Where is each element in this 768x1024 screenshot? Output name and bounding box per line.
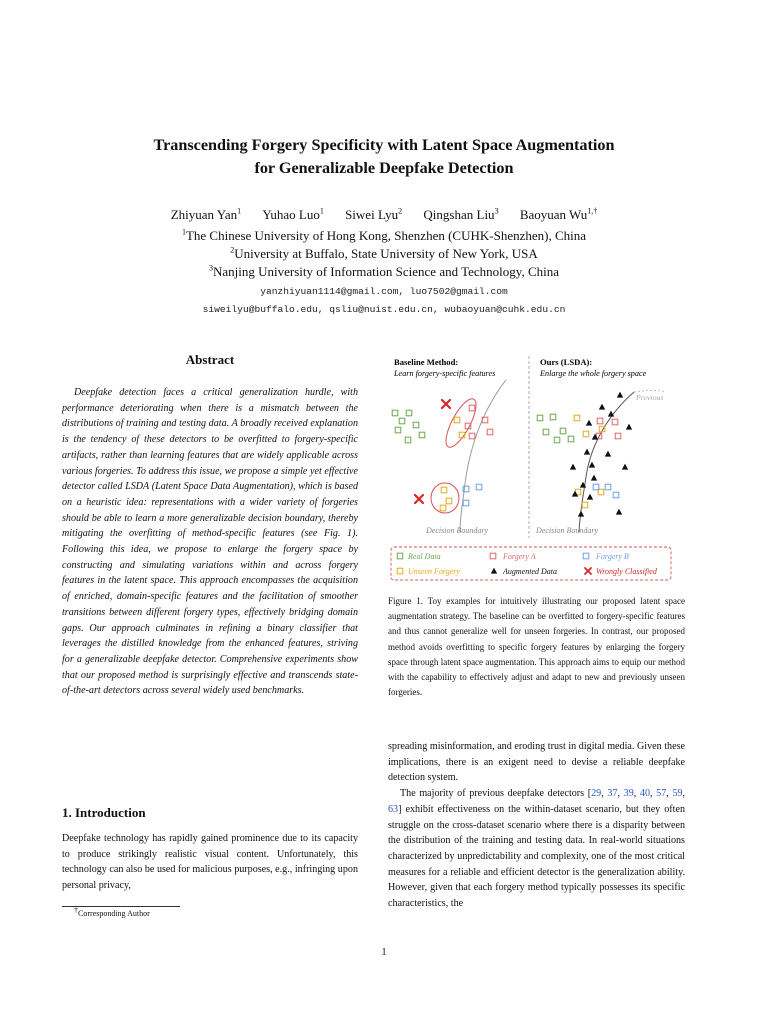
affiliation: $^3$Nanjing University of Information Science and Technology, China [208, 263, 560, 279]
title-line-1: Transcending Forgery Specificity with Latent Space Augmentation [153, 136, 615, 154]
citation-link[interactable]: 59 [672, 788, 683, 800]
email-line: yanzhiyuan1114@gmail.com, luo7502@gmail.com [260, 286, 508, 297]
previous-boundary [634, 391, 666, 393]
caption-text: Toy examples for intuitively illustrating our proposed latent space augmentation strategy. The baseline can be overfitted to forgery-specific features and thus cannot generalize well for unseen forgeries. In contrast, our proposed method avoids overfitting to specific forgery features by enlarging the forgery space through latent space augmentation. This approach aims to equip our method with the capability to effectively adjust and adapt to new and previously unseen forgeries. [388, 596, 686, 698]
author-list [0, 206, 768, 224]
abstract-body: Deepfake detection faces a critical generalization hurdle, with performance deteriorating when there is a mismatch between the distributions of training and testing data. A broadly received explanation is the tendency of these detectors to be overfitted to forgery-specific artifacts, rather than learning features that are widely applicable across various forgeries. To address this issue, we propose a simple yet effective detector called LSDA (Latent Space Data Augmentation), which is based on a heuristic idea: representations with a wider variety of forgeries should be able to learn a more generalizable decision boundary, thereby mitigating the overfitting of method-specific features (see Fig. 1). Following this idea, we propose to enlarge the forgery space by constructing and simulating variations within and across forgery features in the latent space. This approach encompasses the acquisition of enriched, domain-specific features and the facilitation of smoother transitions between different forgery types, effectively bridging domain gaps. Our approach culminates in refining a binary classifier that leverages the distilled knowledge from the enhanced features, striving for a generalizable deepfake detector. Comprehensive experiments show that our proposed method is surprisingly effective and transcends state-of-the-art detectors across several widely used benchmarks. [62, 387, 358, 697]
wrongly-classified-marker [442, 400, 450, 408]
citation-link[interactable]: 57 [656, 788, 667, 800]
wrongly-classified-marker [415, 495, 423, 503]
paragraph: The majority of previous deepfake detectors [29, 37, 39, 40, 57, 59, 63] exhibit effectiveness on the within-dataset scenario, but they often struggle on the cross-dataset scenario where there is a disparity between the distribution of the training and testing data. In real-world situations characterized by unpredictability and complexity, one of the most critical measures for a reliable and efficient detector is the generalization ability. However, given that each forgery method typically possesses its specific characteristics, the [388, 788, 686, 910]
author: Zhiyuan Yan$^1$ [170, 206, 242, 222]
right-column-body [388, 739, 685, 912]
section-heading-introduction: 1. Introduction [62, 805, 146, 820]
previous-boundary-label: Previous [636, 393, 664, 402]
decision-boundary-label-left: Decision Boundary [426, 526, 488, 535]
legend-unseen-forgery: Unseen Forgery [408, 567, 460, 576]
email-line: siweilyu@buffalo.edu, qsliu@nuist.edu.cn, wubaoyuan@cuhk.edu.cn [202, 304, 566, 315]
figure-1 [386, 352, 686, 584]
page-number: 1 [381, 947, 387, 958]
figure-caption [388, 594, 685, 700]
figure-right-title: Ours (LSDA): [540, 357, 593, 367]
legend-forgery-a: Forgery A [503, 552, 536, 561]
forgery-a-points [465, 405, 493, 439]
introduction-body: Deepfake technology has rapidly gained prominence due to its capacity to produce strikingly realistic visual content. Unfortunately, this technology can also be used for malicious purposes, e.g., infringing upon personal privacy, [62, 833, 358, 892]
author: Qingshan Liu$^3$ [423, 206, 499, 222]
affiliation: $^2$University at Buffalo, State University of New York, USA [230, 245, 538, 261]
decision-boundary-label-right: Decision Boundary [536, 526, 598, 535]
footnote: †Corresponding Author [74, 905, 150, 918]
paper-title [0, 134, 768, 180]
legend-real-data: Real Data [408, 552, 441, 561]
affiliation: $^1$The Chinese University of Hong Kong, Shenzhen (CUHK-Shenzhen), China [181, 227, 587, 243]
forgery-a-unseen-points [454, 417, 465, 438]
decision-boundary-right [579, 392, 634, 532]
augmented-data-points [570, 392, 632, 517]
legend-forgery-b: Forgery B [596, 552, 629, 561]
abstract-heading: Abstract [185, 352, 235, 367]
legend-wrongly-classified: Wrongly Classified [596, 567, 657, 576]
figure-legend [397, 552, 658, 576]
legend-augmented-data: Augmented Data [503, 567, 557, 576]
paragraph: spreading misinformation, and eroding trust in digital media. Given these implications, there is an exigent need to devise a reliable deepfake detection system. [388, 741, 685, 784]
caption-label: Figure 1. [388, 596, 424, 606]
forgery-b-points-right [593, 484, 619, 498]
forgery-b-points [463, 484, 482, 506]
footnote-rule [62, 906, 180, 907]
citation-link[interactable]: 37 [607, 788, 618, 800]
citation-link[interactable]: 63 [388, 803, 399, 815]
figure-left-subtitle: Learn forgery-specific features [394, 369, 496, 378]
author: Baoyuan $Wu^{1,\dagger}$ [519, 206, 598, 222]
forgery-b-unseen-points [440, 487, 452, 511]
author: Siwei Lyu$^2$ [345, 206, 403, 222]
real-data-points-right [537, 414, 574, 443]
figure-right-subtitle: Enlarge the whole forgery space [540, 369, 647, 378]
citation-link[interactable]: 39 [623, 788, 634, 800]
decision-boundary-left [460, 380, 506, 532]
citation-link[interactable]: 40 [639, 788, 650, 800]
author: Yuhao Luo$^1$ [262, 206, 324, 222]
real-data-points [392, 410, 425, 443]
citation-link[interactable]: 29 [591, 788, 602, 800]
title-line-2: for Generalizable Deepfake Detection [254, 159, 514, 177]
figure-left-title: Baseline Method: [394, 357, 459, 367]
